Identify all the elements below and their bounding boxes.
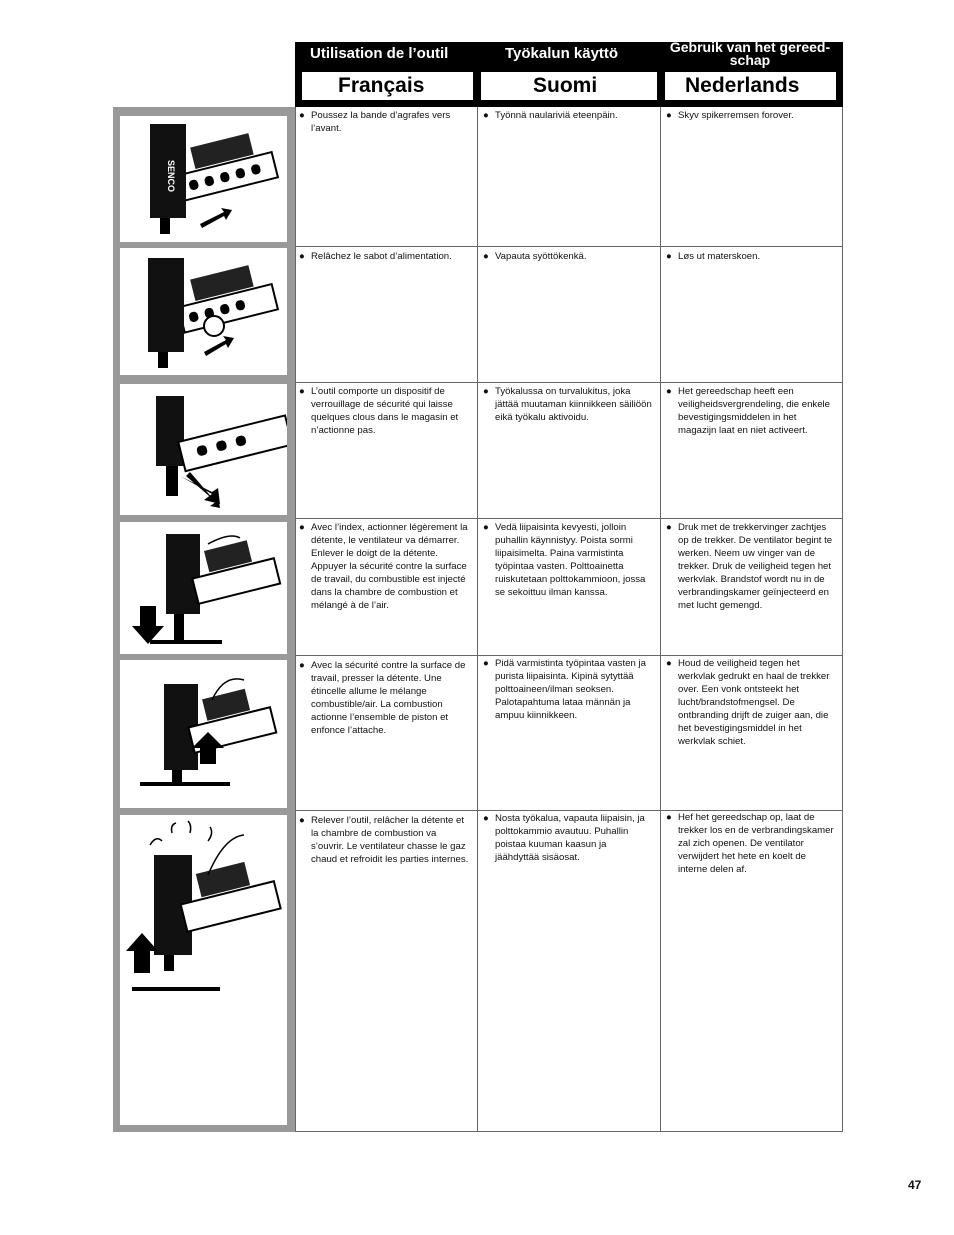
- bullet: ●: [299, 386, 305, 397]
- row-6-nl-text: Hef het gereedschap op, laat de trekker los en de verbrandingskamer zal zich openen. De ventilator verwijdert het hete en koelt de interne delen af.: [678, 812, 834, 875]
- fr-language-label: Français: [338, 74, 425, 97]
- row-2-fr-text: Relâchez le sabot d’alimentation.: [311, 251, 452, 262]
- row-1-fi-text: Työnnä naulariviä eteenpäin.: [495, 110, 618, 121]
- row-2-fr: [299, 250, 469, 263]
- row-2-nl-text: Løs ut materskoen.: [678, 251, 761, 262]
- fi-language-label: Suomi: [533, 74, 598, 97]
- row-3-fi: [483, 385, 653, 424]
- illustration-column: [113, 107, 295, 1132]
- row-5-fi: [483, 657, 653, 722]
- nl-section-title-line1: Gebruik van het gereed-: [669, 39, 831, 55]
- row-5-nl-text: Houd de veiligheid tegen het werkvlak gedrukt en haal de trekker over. Een vonk ontsteekt het lucht/brandstofmengsel. De ontbranding drijft de zuiger aan, die het bevestigingsmiddel in het werkvlak schiet.: [678, 658, 830, 747]
- bullet: ●: [666, 522, 672, 533]
- row-3-fr-text: L’outil comporte un dispositif de verrouillage de sécurité qui laisse quelques clous dans le magasin et n’actionne pas.: [311, 386, 459, 436]
- nl-section-title-line2: schap: [729, 52, 771, 68]
- bullet: ●: [299, 522, 305, 533]
- row-2-fi: [483, 250, 653, 263]
- bullet: ●: [666, 812, 672, 823]
- row-6-nl: [666, 811, 836, 876]
- illustration-lift-tool: [120, 815, 287, 1125]
- row-6-fr: [299, 814, 469, 866]
- nl-language-label-box: [665, 72, 836, 100]
- row-1-fr: [299, 109, 469, 135]
- row-3-nl: [666, 385, 836, 437]
- illustration-release-shoe: [120, 248, 287, 375]
- row-4-fr: [299, 521, 469, 612]
- illustration-press-trigger: [120, 522, 287, 654]
- fr-section-title: Utilisation de l’outil: [310, 45, 449, 62]
- row-6-fi-text: Nosta työkalua, vapauta liipaisin, ja polttokammio avautuu. Puhallin poistaa kuuman kaasun ja jäähdyttää sisäosat.: [495, 813, 645, 863]
- bullet: ●: [483, 110, 489, 121]
- row-5-fr-text: Avec la sécurité contre la surface de travail, presser la détente. Une étincelle allume le mélange combustible/air. La combustion actionne l’ensemble de piston et enfonce l’attache.: [311, 660, 466, 736]
- row-6-fr-text: Relever l’outil, relâcher la détente et la chambre de combustion va s’ouvrir. Le ventilateur chasse le gaz chaud et refroidit les parties internes.: [311, 815, 469, 865]
- row-5-fr: [299, 659, 469, 737]
- row-3-fr: [299, 385, 469, 437]
- instruction-table: [295, 107, 843, 1132]
- bullet: ●: [483, 386, 489, 397]
- illustration-safety-lockout: [120, 384, 287, 515]
- bullet: ●: [666, 251, 672, 262]
- fi-section-title: Työkalun käyttö: [505, 45, 619, 62]
- row-1-fr-text: Poussez la bande d’agrafes vers l’avant.: [311, 110, 451, 134]
- row-5-nl: [666, 657, 836, 748]
- bullet: ●: [299, 815, 305, 826]
- row-4-nl: [666, 521, 836, 612]
- row-2-nl: [666, 250, 836, 263]
- page-number: 47: [908, 1178, 922, 1192]
- fi-language-label-box: [481, 72, 657, 100]
- bullet: ●: [666, 386, 672, 397]
- fr-language-label-box: [302, 72, 473, 100]
- bullet: ●: [483, 251, 489, 262]
- illustration-fire: [120, 660, 287, 808]
- bullet: ●: [299, 110, 305, 121]
- nl-section-title: [657, 39, 843, 68]
- row-4-nl-text: Druk met de trekkervinger zachtjes op de trekker. De ventilator begint te werken. Neem uw vinger van de trekker. Druk de veiligheid tegen het werkvlak. Brandstof wordt nu in de verbrandingskamer geïnjecteerd en met lucht gemengd.: [678, 522, 833, 611]
- bullet: ●: [483, 813, 489, 824]
- language-header: [295, 39, 843, 107]
- row-5-fi-text: Pidä varmistinta työpintaa vasten ja purista liipaisinta. Kipinä sytyttää polttoaineen/ilman seoksen. Palotapahtuma lataa männän ja ampuu kiinnikkeen.: [495, 658, 646, 721]
- nl-language-label: Nederlands: [685, 74, 800, 97]
- bullet: ●: [483, 658, 489, 669]
- row-1-nl: [666, 109, 836, 122]
- illustration-push-strip: [120, 116, 287, 242]
- row-2-fi-text: Vapauta syöttökenkä.: [495, 251, 587, 262]
- row-4-fi-text: Vedä liipaisinta kevyesti, jolloin puhallin käynnistyy. Poista sormi liipaisimelta. Paina varmistinta työpintaa vasten. Polttoainetta ruiskutetaan polttokammioon, jossa se sekoittuu ilman kanssa.: [495, 522, 646, 598]
- row-3-nl-text: Het gereedschap heeft een veiligheidsvergrendeling, die enkele bevestigingsmiddelen in het magazijn laat en niet activeert.: [678, 386, 831, 436]
- row-1-nl-text: Skyv spikerremsen forover.: [678, 110, 794, 121]
- row-1-fi: [483, 109, 653, 122]
- row-3-fi-text: Työkalussa on turvalukitus, joka jättää muutaman kiinnikkeen säiliöön eikä työkalu aktivoidu.: [495, 386, 652, 423]
- bullet: ●: [299, 251, 305, 262]
- brand-logo: SENCO: [166, 159, 176, 193]
- bullet: ●: [666, 110, 672, 121]
- row-4-fi: [483, 521, 653, 599]
- bullet: ●: [299, 660, 305, 671]
- row-4-fr-text: Avec l’index, actionner légèrement la détente, le ventilateur va démarrer. Enlever le doigt de la détente. Appuyer la sécurité contre la surface de travail, du combustible est injecté dans la chambre de combustion et mélangé à de l’air.: [311, 522, 468, 611]
- bullet: ●: [483, 522, 489, 533]
- row-6-fi: [483, 812, 653, 864]
- bullet: ●: [666, 658, 672, 669]
